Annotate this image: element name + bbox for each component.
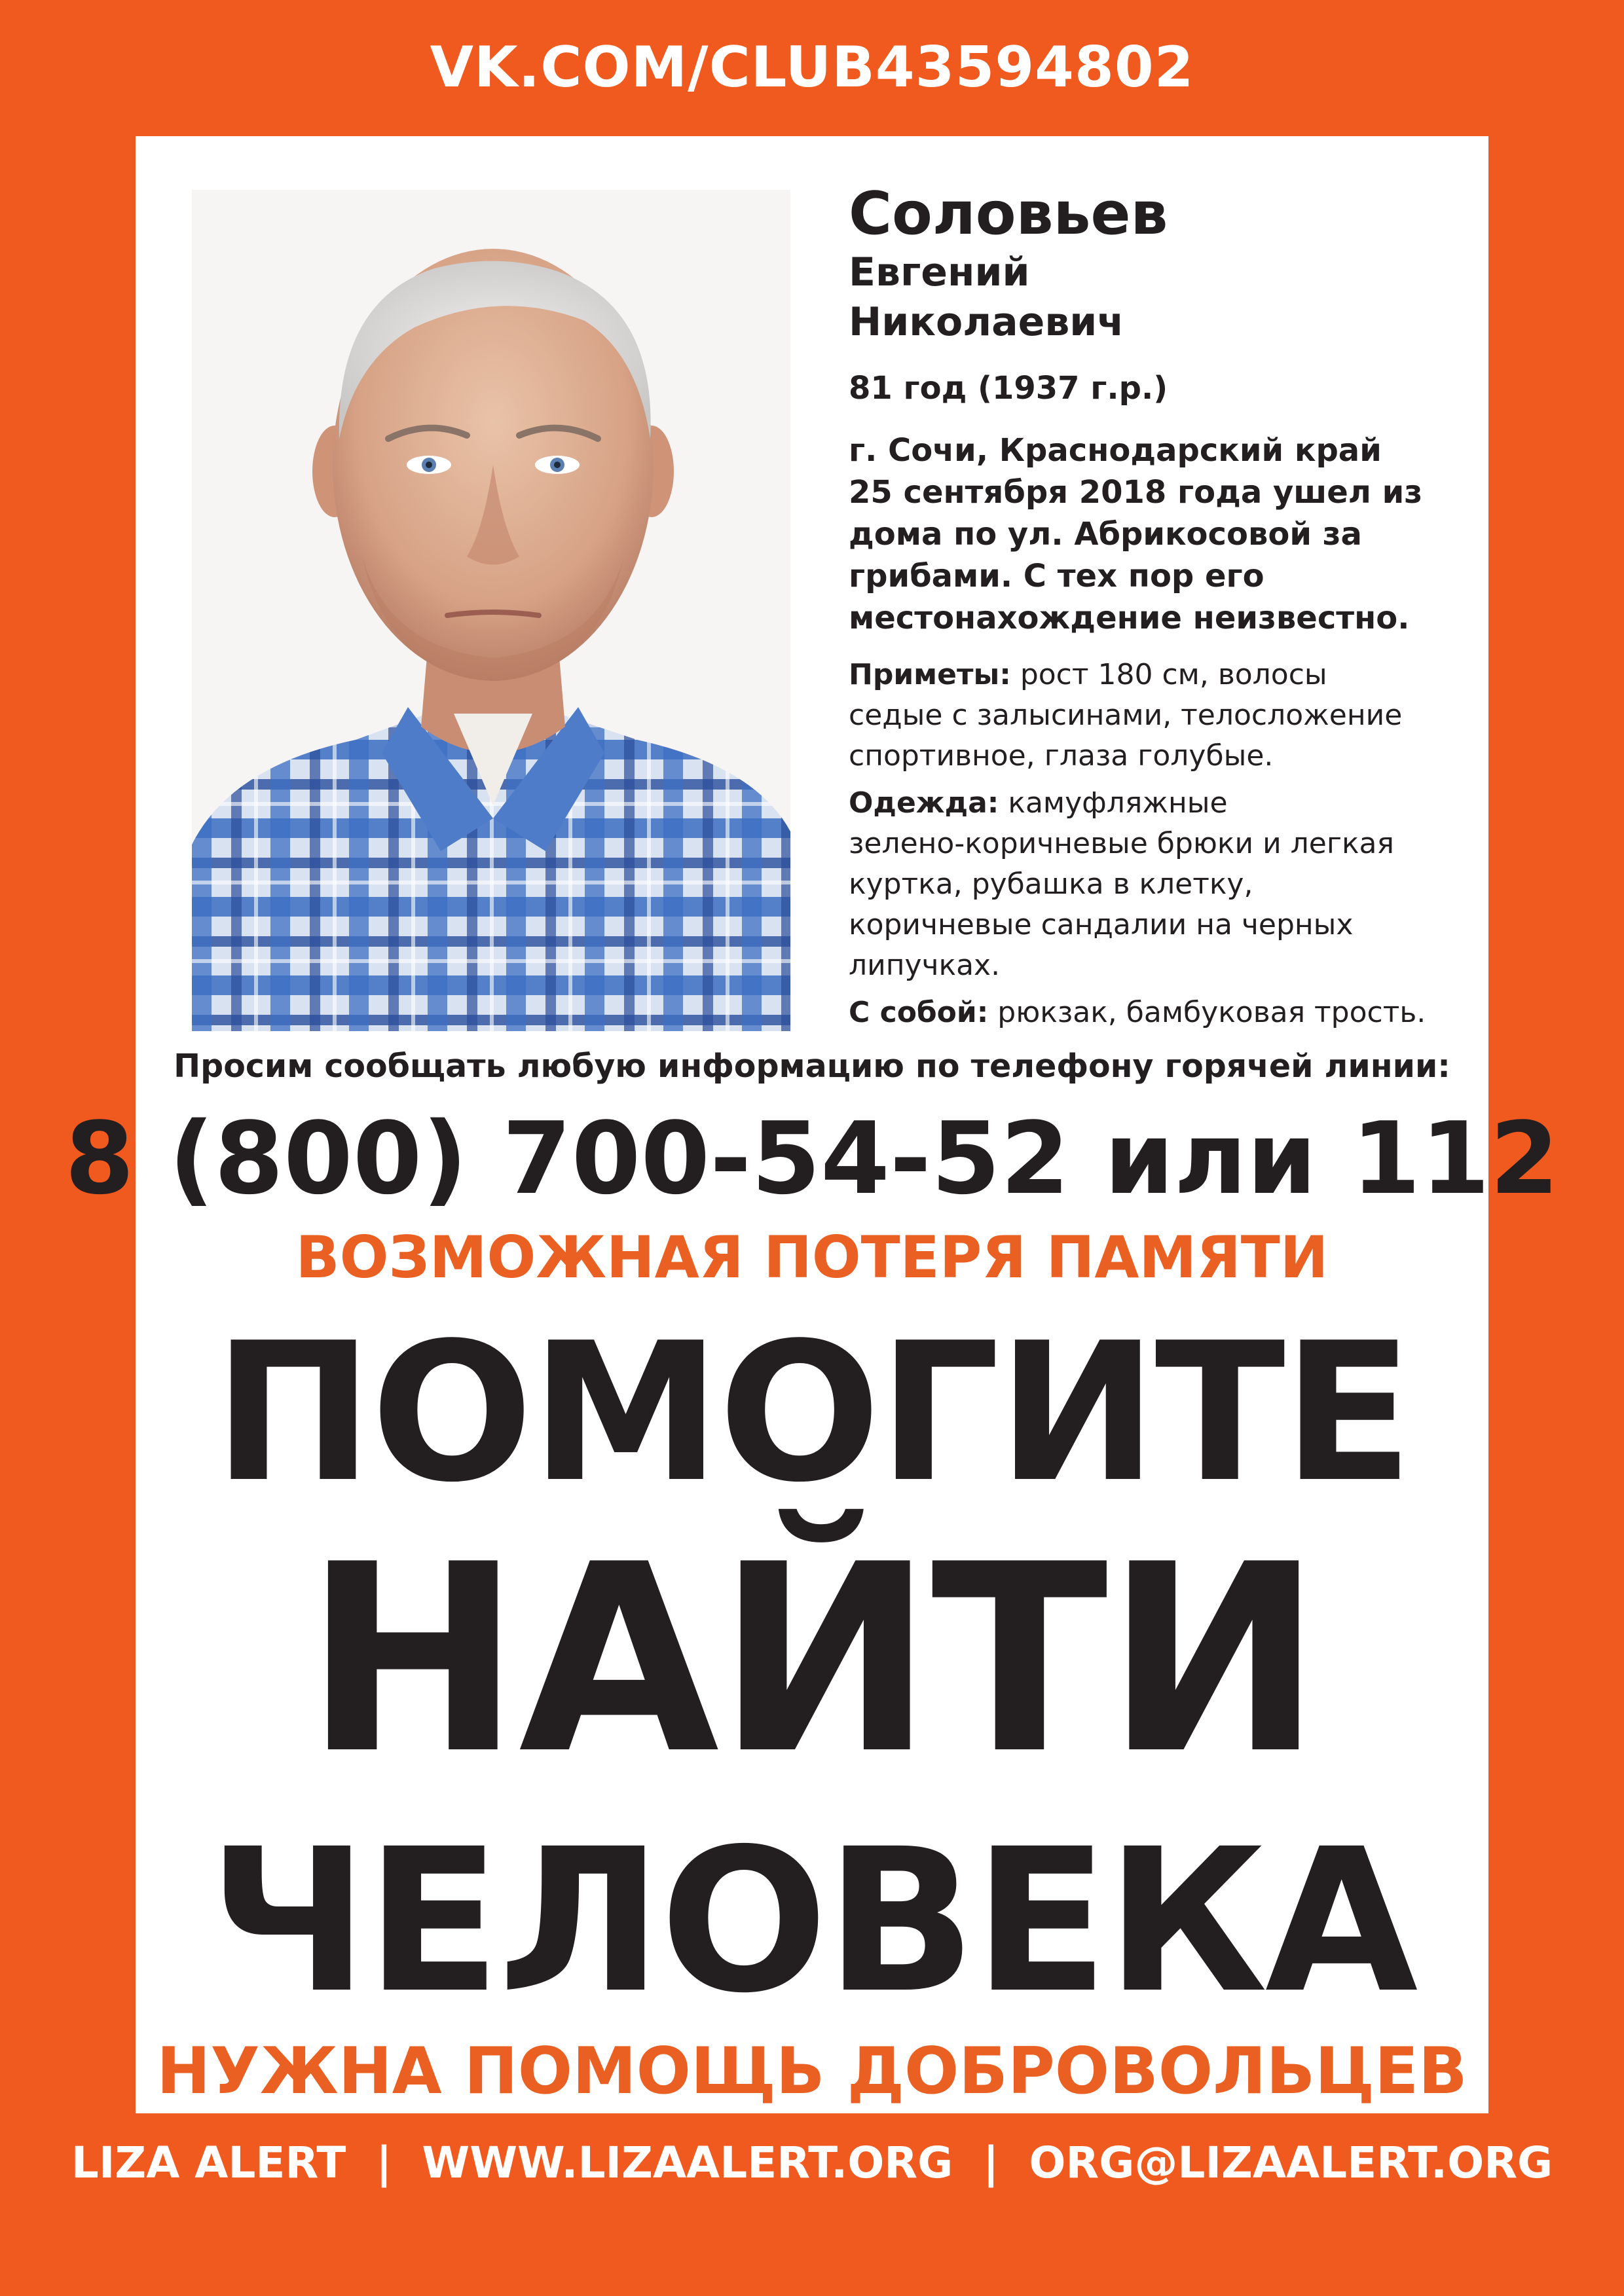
clothing-description [849,783,1477,986]
circumstances-line: местонахождение неизвестно. [849,600,1410,636]
circumstances-line: дома по ул. Абрикосовой за [849,516,1362,553]
signs-label: Приметы: [849,658,1011,691]
vk-group-url[interactable]: VK.COM/CLUB43594802 [430,35,1194,100]
clothes-text: зелено-коричневые брюки и легкая [849,827,1394,860]
clothes-text: куртка, рубашка в клетку, [849,867,1253,901]
clothes-text: липучках. [849,949,1001,982]
person-surname: Соловьев [849,179,1168,248]
signs-text: седые с залысинами, телосложение [849,699,1403,732]
hotline-phone[interactable]: 8 (800) 700-54-52 или 112 [65,1101,1559,1216]
person-patronymic: Николаевич [849,299,1124,345]
footer [0,2130,1624,2196]
disappearance-circumstances [849,429,1477,639]
signs-text: спортивное, глаза голубые. [849,739,1274,773]
footer-separator: | [953,2138,1029,2188]
belongings [849,993,1477,1033]
footer-separator: | [346,2138,422,2188]
headline-line-3: ЧЕЛОВЕКА [208,1807,1416,2037]
physical-signs [849,655,1477,776]
footer-website-link[interactable]: WWW.LIZAALERT.ORG [422,2138,953,2188]
carry-label: С собой: [849,996,989,1029]
hotline-request: Просим сообщать любую информацию по телефону горячей линии: [174,1048,1450,1085]
clothes-label: Одежда: [849,786,999,820]
person-first-name: Евгений [849,249,1030,295]
clothes-text: коричневые сандалии на черных [849,908,1354,941]
memory-loss-warning: ВОЗМОЖНАЯ ПОТЕРЯ ПАМЯТИ [295,1224,1329,1291]
footer-org-name: LIZA ALERT [71,2138,346,2188]
volunteers-needed: НУЖНА ПОМОЩЬ ДОБРОВОЛЬЦЕВ [157,2034,1467,2109]
circumstances-line: грибами. С тех пор его [849,558,1264,594]
circumstances-line: 25 сентября 2018 года ушел из [849,474,1423,511]
person-age: 81 год (1937 г.р.) [849,370,1168,407]
circumstances-line: г. Сочи, Краснодарский край [849,432,1382,469]
headline-line-2: НАЙТИ [304,1509,1320,1811]
signs-text: рост 180 см, волосы [1010,658,1327,691]
missing-person-photo [192,190,790,1031]
headline-line-1: ПОМОГИТЕ [213,1302,1411,1524]
footer-email-link[interactable]: ORG@LIZAALERT.ORG [1029,2138,1553,2188]
clothes-text: камуфляжные [999,786,1228,820]
carry-text: рюкзак, бамбуковая трость. [988,996,1426,1029]
